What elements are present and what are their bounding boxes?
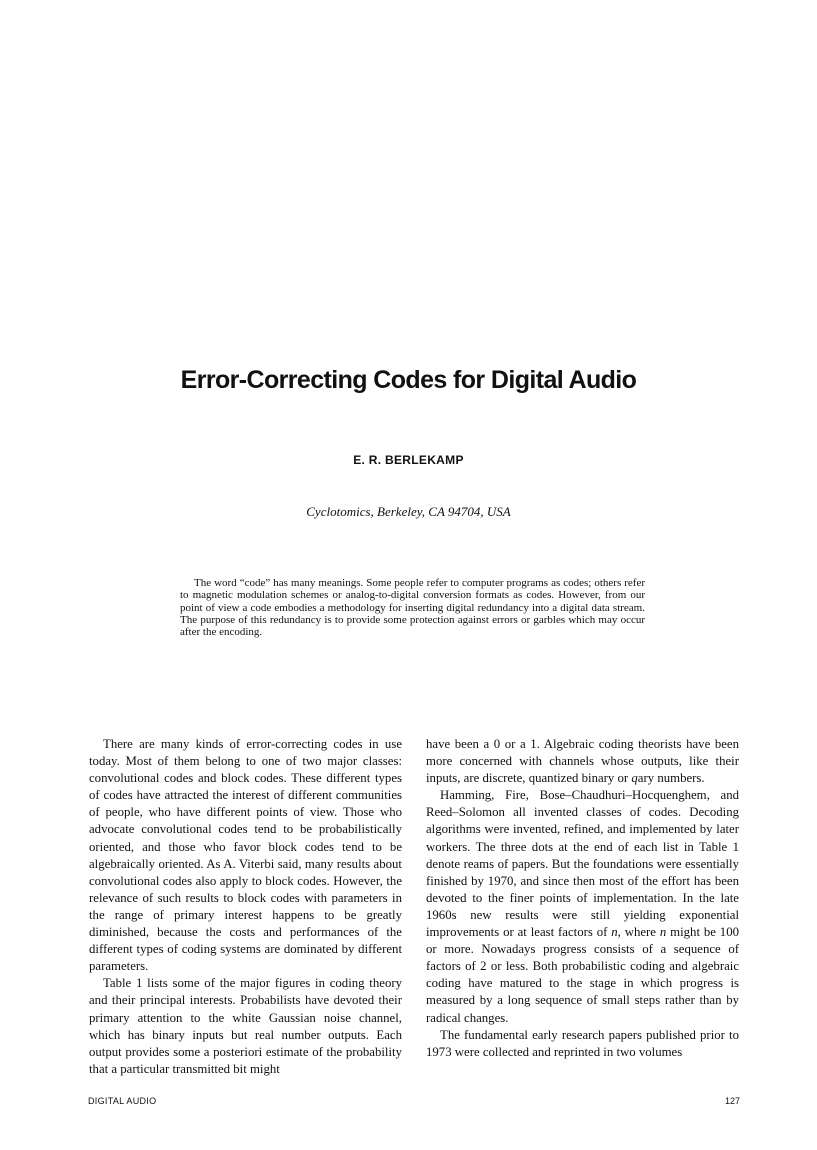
text-run: have been a 0 or a 1. Algebraic coding theorists have been more concerned with channels whose outputs, like their inputs, are discrete, quantized binary or <box>426 737 739 786</box>
italic-variable: q <box>631 771 638 786</box>
author-name: E. R. BERLEKAMP <box>353 453 464 467</box>
text-run: , where <box>617 925 660 940</box>
paper-title: Error-Correcting Codes for Digital Audio <box>180 366 637 394</box>
text-run: ary numbers. <box>637 771 705 786</box>
right-column <box>426 736 739 1061</box>
text-run: might be 100 or more. Nowadays progress consists of a sequence of factors of 2 or less. Both probabilistic coding and algebraic coding have matured to the stage in which progress is measured by a long sequence of small steps rather than by radical changes. <box>426 925 740 1025</box>
italic-variable: n <box>659 925 667 940</box>
journal-name: DIGITAL AUDIO <box>88 1096 157 1106</box>
paragraph: There are many kinds of error-correcting codes in use today. Most of them belong to one of two major classes: convolutional codes and block codes. These different types of codes have attracted the interest of different communities of people, who have different points of view. Those who advocate convolutional codes tend to be probabilistically oriented, and those who favor block codes tend to be algebraically oriented. As A. Viterbi said, many results about convolutional codes also apply to block codes. However, the relevance of such results to block codes with parameters in the range of primary interest happens to be greatly diminished, because the costs and performances of the different types of coding systems are dominated by different parameters. <box>89 737 402 974</box>
text-run: Hamming, Fire, Bose–Chaudhuri–Hocquenghem, and Reed–Solomon all invented classes of codes. Decoding algorithms were invented, refined, and implemented by later workers. The three dots at the end of each list in Table 1 denote reams of papers. But the foundations were essentially finished by 1970, and since then most of the effort has been devoted to the finer points of implementation. In the late 1960s new results were still yielding exponential improvements or at least factors of <box>426 788 739 940</box>
page-number: 127 <box>724 1096 740 1106</box>
paragraph <box>426 787 739 1026</box>
left-column <box>89 736 402 1078</box>
author-affiliation: Cyclotomics, Berkeley, CA 94704, USA <box>306 504 511 519</box>
paragraph: The fundamental early research papers published prior to 1973 were collected and reprinted in two volumes <box>426 1027 739 1059</box>
paragraph <box>426 736 739 787</box>
italic-variable: n <box>611 925 618 940</box>
paragraph: Table 1 lists some of the major figures in coding theory and their principal interests. Probabilists have devoted their primary attention to the white Gaussian noise channel, which has binary inputs but real number outputs. Each output provides some a posteriori estimate of the probability that a particular transmitted bit might <box>89 976 402 1076</box>
abstract: The word “code” has many meanings. Some people refer to computer programs as codes; others refer to magnetic modulation schemes or analog-to-digital conversion formats as codes. However, from our point of view a code embodies a methodology for inserting digital redundancy into a digital data stream. The purpose of this redundancy is to provide some protection against errors or garbles which may occur after the encoding. <box>180 577 645 639</box>
